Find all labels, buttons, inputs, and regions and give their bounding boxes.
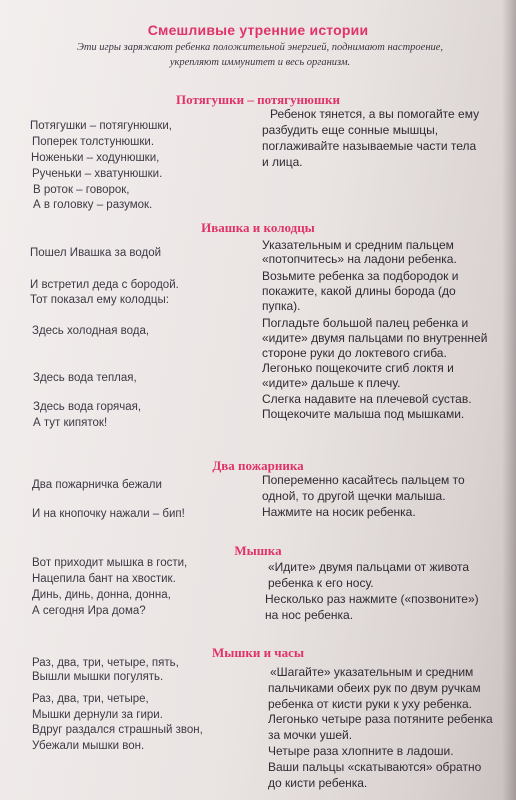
instruction-line: Попеременно касайтесь пальцем то bbox=[262, 473, 465, 487]
section-title-ivashka: Ивашка и колодцы bbox=[201, 220, 315, 235]
poem-line: Вдруг раздался страшный звон, bbox=[32, 724, 203, 736]
instruction-line: Легонько четыре раза потяните ребенка bbox=[268, 712, 493, 726]
instruction-line: разбудить еще сонные мышцы, bbox=[262, 123, 439, 137]
instruction-line: до кисти ребенка. bbox=[268, 776, 368, 790]
poem-line: Ноженьки – ходунюшки, bbox=[31, 152, 160, 164]
instruction-line: «Идите» двумя пальцами от живота bbox=[268, 560, 470, 574]
poem-line: А тут кипяток! bbox=[33, 417, 108, 429]
instruction-line: Указательным и средним пальцем bbox=[262, 238, 454, 252]
poem-line: И встретил деда с бородой. bbox=[30, 279, 179, 291]
poem-line: А в головку – разумок. bbox=[33, 199, 153, 211]
instruction-line: Ваши пальцы «скатываются» обратно bbox=[268, 760, 482, 774]
poem-line: Поперек толстунюшки. bbox=[32, 136, 155, 148]
instruction-line: Возьмите ребенка за подбородок и bbox=[262, 269, 459, 283]
poem-line: Здесь холодная вода, bbox=[32, 325, 150, 337]
instruction-line: ребенка от кисти руки к уху ребенка. bbox=[268, 697, 473, 711]
section-title-mouse: Мышка bbox=[234, 543, 282, 558]
instruction-line: и лица. bbox=[262, 155, 303, 169]
instruction-line: стороне руки до локтевого сгиба. bbox=[262, 346, 447, 360]
poem-line: Вышли мышки погулять. bbox=[32, 671, 164, 683]
poem-line: Потягушки – потягунюшки, bbox=[30, 120, 172, 132]
poem-line: Пошел Ивашка за водой bbox=[30, 247, 162, 259]
page-subtitle bbox=[40, 40, 480, 70]
page-title: Смешливые утренние истории bbox=[147, 22, 369, 38]
instruction-line: Слегка надавите на плечевой сустав. bbox=[262, 392, 472, 406]
section-title-mice-clock: Мышки и часы bbox=[211, 645, 305, 660]
poem-line: Раз, два, три, четыре, bbox=[32, 693, 149, 705]
section-title-firemen: Два пожарника bbox=[212, 458, 304, 473]
poem-line: Убежали мышки вон. bbox=[32, 740, 145, 752]
poem-line: Здесь вода горячая, bbox=[33, 401, 142, 413]
instruction-line: поглаживайте называемые части тела bbox=[262, 139, 477, 153]
instruction-line: одной, то другой щечки малыша. bbox=[262, 489, 446, 503]
poem-line: Два пожарничка бежали bbox=[32, 479, 162, 491]
poem-line: Вот приходит мышка в гости, bbox=[32, 557, 188, 569]
instruction-line: «потопчитесь» на ладони ребенка. bbox=[262, 252, 457, 266]
poem-line: Тот показал ему колодцы: bbox=[30, 294, 169, 306]
poem-line: Рученьки – хватунюшки. bbox=[32, 168, 163, 180]
instruction-line: «идите» дальше к плечу. bbox=[262, 376, 401, 390]
instruction-line: за мочки ушей. bbox=[268, 728, 353, 742]
instruction-line: Нажмите на носик ребенка. bbox=[262, 505, 416, 519]
poem-line: Раз, два, три, четыре, пять, bbox=[32, 657, 179, 669]
instruction-line: Погладьте большой палец ребенка и bbox=[262, 316, 469, 330]
instruction-line: «идите» двумя пальцами по внутренней bbox=[262, 331, 488, 345]
subtitle-line: Эти игры заряжают ребенка положительной энергией, поднимают настроение, bbox=[76, 42, 444, 53]
poem-line: Здесь вода теплая, bbox=[33, 372, 137, 384]
poem-line: И на кнопочку нажали – бип! bbox=[32, 508, 185, 520]
poem-line: Нацепила бант на хвостик. bbox=[32, 573, 176, 585]
poem-line: Мышки дернули за гири. bbox=[32, 709, 163, 721]
instruction-line: пупка). bbox=[262, 299, 301, 313]
instruction-line: Четыре раза хлопните в ладоши. bbox=[268, 744, 454, 758]
poem-line: В роток – говорок, bbox=[33, 184, 130, 196]
poem-line: А сегодня Ира дома? bbox=[32, 605, 146, 617]
instruction-line: Легонько пощекочите сгиб локтя и bbox=[262, 361, 454, 375]
poem-line: Динь, динь, донна, донна, bbox=[32, 589, 171, 601]
subtitle-line: укрепляют иммунитет и весь организм. bbox=[169, 57, 351, 68]
instruction-line: на нос ребенка. bbox=[265, 608, 354, 622]
instruction-line: Пощекочите малыша под мышками. bbox=[262, 407, 465, 421]
page-edge-shadow bbox=[502, 0, 516, 800]
instruction-line: Несколько раз нажмите («позвоните») bbox=[265, 592, 479, 606]
section-title-stretch: Потягушки – потягунюшки bbox=[176, 92, 340, 107]
instruction-line: покажите, какой длины борода (до bbox=[262, 284, 456, 298]
instruction-line: ребенка к его носу. bbox=[268, 576, 374, 590]
instruction-line: пальчиками обеих рук по двум ручкам bbox=[268, 681, 481, 695]
instruction-line: Ребенок тянется, а вы помогайте ему bbox=[270, 107, 480, 121]
instruction-line: «Шагайте» указательным и средним bbox=[270, 665, 474, 679]
